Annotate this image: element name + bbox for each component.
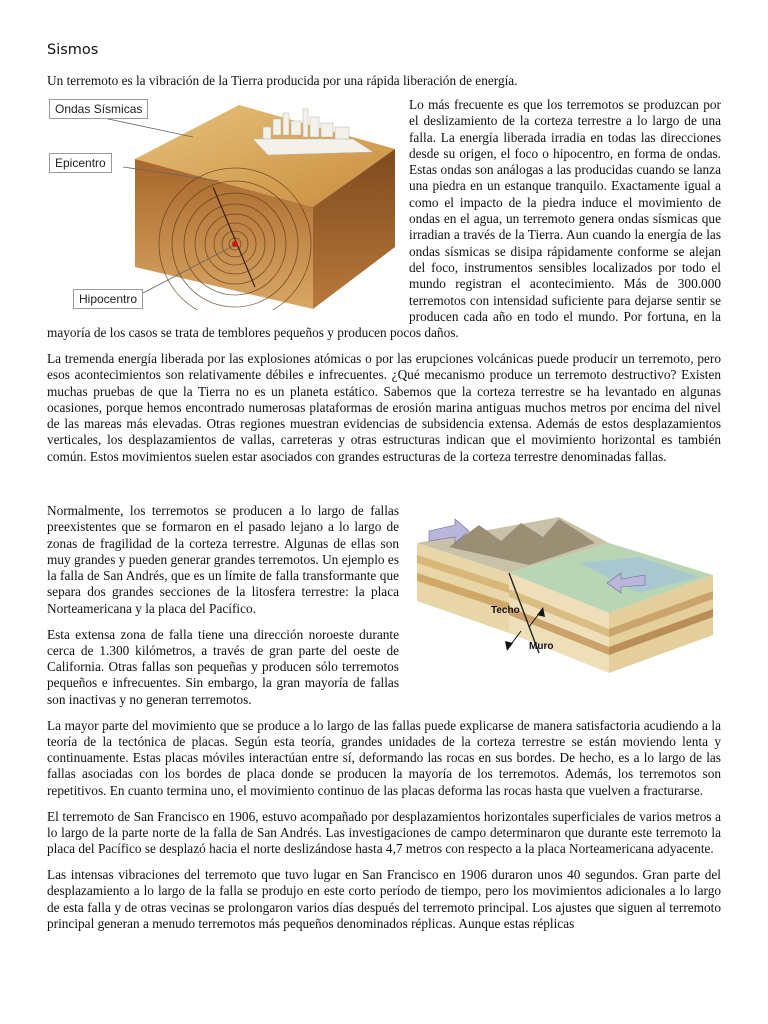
paragraph-4: Esta extensa zona de falla tiene una dirección noroeste durante cerca de 1.300 kilómetros, a través de gran parte del oeste de California. Otras fallas son pequeñas y producen sólo terremotos pequeños e infrecuentes. Sin embargo, la gran mayoría de fallas son inactivas y no generan terremotos. [47, 626, 399, 707]
page-title: Sismos [47, 42, 99, 58]
earth-block-illustration [43, 97, 409, 310]
label-seismic-waves: Ondas Sísmicas [49, 99, 148, 119]
label-muro: Muro [529, 641, 554, 652]
intro-paragraph [47, 73, 721, 99]
paragraph-6: El terremoto de San Francisco en 1906, estuvo acompañado por desplazamientos horizontales superficiales de varios metros a lo largo de la parte norte de la falla de San Andrés. Las investigaciones de campo determinaron que durante este terremoto la placa del Pacífico se desplazó hacia el norte deslizándose hasta 4,7 metros con respecto a la placa Norteamericana adyacente. [47, 808, 721, 857]
fault-block-figure [409, 503, 725, 681]
seismic-waves-figure [43, 97, 409, 310]
paragraph-7: Las intensas vibraciones del terremoto que tuvo lugar en San Francisco en 1906 duraron unos 40 segundos. Gran parte del desplazamiento a lo largo de la falla se produjo en este corto período de tiempo, pero los movimientos adicionales a lo largo de esta falla y de otras vecinas se prolongaron varios días después del terremoto principal. Los ajustes que siguen al terremoto principal generan a menudo terremotos más pequeños denominados réplicas. Aunque estas réplicas [47, 866, 721, 931]
section-faults [47, 503, 721, 932]
intro-text: Un terremoto es la vibración de la Tierra producida por una rápida liberación de energía. [47, 73, 518, 88]
paragraph-1: Lo más frecuente es que los terremotos se produzcan por el deslizamiento de la corteza terrestre a lo largo de una falla. La energía liberada irradia en todas las direcciones desde su origen, el foco o hipocentro, en forma de ondas. Estas ondas son análogas a las producidas cuando se lanza una piedra en un estanque tranquilo. Exactamente igual a como el impacto de la piedra induce el movimiento de ondas en el agua, un terremoto genera ondas sísmicas que irradian a través de la Tierra. Aun cuando la energía de las ondas sísmicas se disipa rápidamente conforme se alejan del foco, instrumentos sensibles localizados por todo el mundo registran el acontecimiento. Más de 300.000 terremotos con intensidad suficiente para dejarse sentir se producen cada año en todo el mundo. Por fortuna, en la mayoría de los casos se trata de temblores pequeños y producen pocos daños. [47, 97, 721, 341]
label-epicenter: Epicentro [49, 153, 112, 173]
label-hypocenter: Hipocentro [73, 289, 143, 309]
paragraph-2: La tremenda energía liberada por las explosiones atómicas o por las erupciones volcánicas puede producir un terremoto, pero esos acontecimientos son relativamente débiles e infrecuentes. ¿Qué mecanismo produce un terremoto destructivo? Existen muchas pruebas de que la Tierra no es un planeta estático. Sabemos que la corteza terrestre se ha levantado en algunas ocasiones, porque hemos encontrado numerosas plataformas de erosión marina antiguas muchos metros por encima del nivel de las mareas más elevadas. Otras regiones muestran evidencias de subsidencia extensa. Además de estos desplazamientos verticales, los desplazamientos de vallas, carreteras y otras estructuras indican que el movimiento horizontal es también común. Estos movimientos suelen estar asociados con grandes estructuras de la corteza terrestre denominadas fallas. [47, 350, 721, 464]
fault-block-illustration [409, 503, 725, 681]
section-fault-intro [47, 97, 721, 475]
paragraph-3: Normalmente, los terremotos se producen a lo largo de fallas preexistentes que se formaron en el pasado lejano a lo largo de zonas de fragilidad de la corteza terrestre. Algunas de ellas son muy grandes y pueden generar grandes terremotos. Un ejemplo es la falla de San Andrés, que es un límite de falla transformante que separa dos grandes secciones de la litosfera terrestre: la placa Norteamericana y la placa del Pacífico. [47, 503, 399, 616]
paragraph-5: La mayor parte del movimiento que se produce a lo largo de las fallas puede explicarse de manera satisfactoria acudiendo a la teoría de la tectónica de placas. Según esta teoría, grandes unidades de la corteza terrestre se están moviendo lenta y continuamente. Estas placas móviles interactúan entre sí, deformando las rocas en sus bordes. De hecho, es a lo largo de las fallas asociadas con los bordes de placa donde se producen la mayoría de los terremotos. Además, los terremotos son repetitivos. En cuanto termina uno, el movimiento continuo de las placas deforma las rocas hasta que vuelven a fracturarse. [47, 717, 721, 798]
label-techo: Techo [491, 605, 520, 616]
